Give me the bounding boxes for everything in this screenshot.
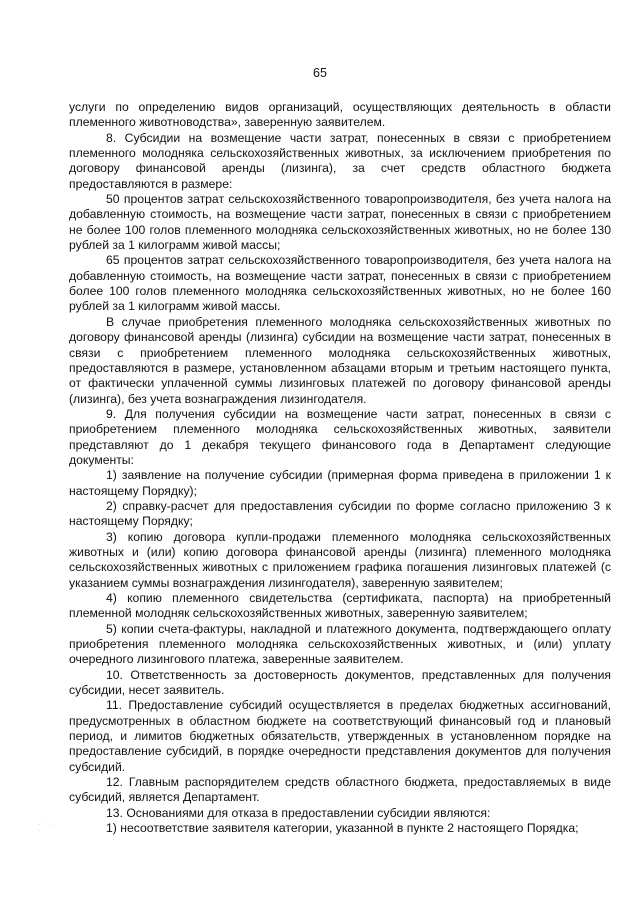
document-paragraph: 65 процентов затрат сельскохозяйственного товаропроизводителя, без учета налога на добавленную стоимость, на возмещение части затрат, понесенных в связи с приобретением более 100 голов племенного молодняка сельскохозяйственных животных, но не более 160 рублей за 1 килограмм живой массы. (69, 253, 611, 314)
page-number: 65 (313, 66, 327, 80)
document-paragraph: 1) заявление на получение субсидии (примерная форма приведена в приложении 1 к настоящему Порядку); (69, 468, 611, 498)
scan-artifact: · ˙ · · (38, 821, 56, 835)
document-paragraph: 9. Для получения субсидии на возмещение части затрат, понесенных в связи с приобретением племенного молодняка сельскохозяйственных животных, заявители представляют до 1 декабря текущего финансового года в Департамент следующие документы: (69, 406, 611, 467)
document-paragraph: 3) копию договора купли-продажи племенного молодняка сельскохозяйственных животных и (или) копию договора финансовой аренды (лизинга) племенного молодняка сельскохозяйственных животных с приложением графика погашения лизинговых платежей (с указанием суммы вознаграждения лизингодателя), заверенную заявителем; (69, 529, 611, 590)
document-paragraph: 10. Ответственность за достоверность документов, представленных для получения субсидии, несет заявитель. (69, 667, 611, 698)
document-paragraph: 4) копию племенного свидетельства (сертификата, паспорта) на приобретенный племенной молодняк сельскохозяйственных животных, заверенную заявителем; (69, 591, 611, 621)
document-body (69, 100, 611, 837)
document-paragraph: 8. Субсидии на возмещение части затрат, понесенных в связи с приобретением племенного молодняка сельскохозяйственных животных, за исключением приобретения по договору финансовой аренды (лизинга), за счет средств областного бюджета предоставляются в размере: (69, 130, 611, 191)
document-paragraph: 13. Основаниями для отказа в предоставлении субсидии являются: (106, 805, 491, 820)
document-paragraph: услуги по определению видов организаций, осуществляющих деятельность в области племенного животноводства», заверенную заявителем. (69, 100, 611, 130)
document-paragraph: 5) копии счета-фактуры, накладной и платежного документа, подтверждающего оплату приобретения племенного молодняка сельскохозяйственных животных, и (или) уплату очередного лизингового платежа, заверенные заявителем. (69, 621, 611, 667)
document-paragraph: 50 процентов затрат сельскохозяйственного товаропроизводителя, без учета налога на добавленную стоимость, на возмещение части затрат, понесенных в связи с приобретением не более 100 голов племенного молодняка сельскохозяйственных животных, но не более 130 рублей за 1 килограмм живой массы; (69, 192, 611, 253)
document-paragraph: 12. Главным распорядителем средств областного бюджета, предоставляемых в виде субсидий, является Департамент. (69, 775, 611, 805)
document-paragraph: 2) справку-расчет для предоставления субсидии по форме согласно приложению 3 к настоящему Порядку; (69, 498, 611, 529)
document-paragraph: 1) несоответствие заявителя категории, указанной в пункте 2 настоящего Порядка; (106, 821, 579, 836)
document-paragraph: В случае приобретения племенного молодняка сельскохозяйственных животных по договору финансовой аренды (лизинга) субсидии на возмещение части затрат, понесенных в связи с приобретением племенного молодняка сельскохозяйственных животных, предоставляются в размере, установленном абзацами вторым и третьим настоящего пункта, от фактически уплаченной суммы лизинговых платежей по договору финансовой аренды (лизинга), без учета вознаграждения лизингодателя. (69, 314, 611, 406)
document-paragraph: 11. Предоставление субсидий осуществляется в пределах бюджетных ассигнований, предусмотренных в областном бюджете на соответствующий финансовый год и плановый период, и лимитов бюджетных обязательств, утвержденных в установленном порядке на предоставление субсидий, в порядке очередности представления документов для получения субсидий. (69, 698, 611, 774)
